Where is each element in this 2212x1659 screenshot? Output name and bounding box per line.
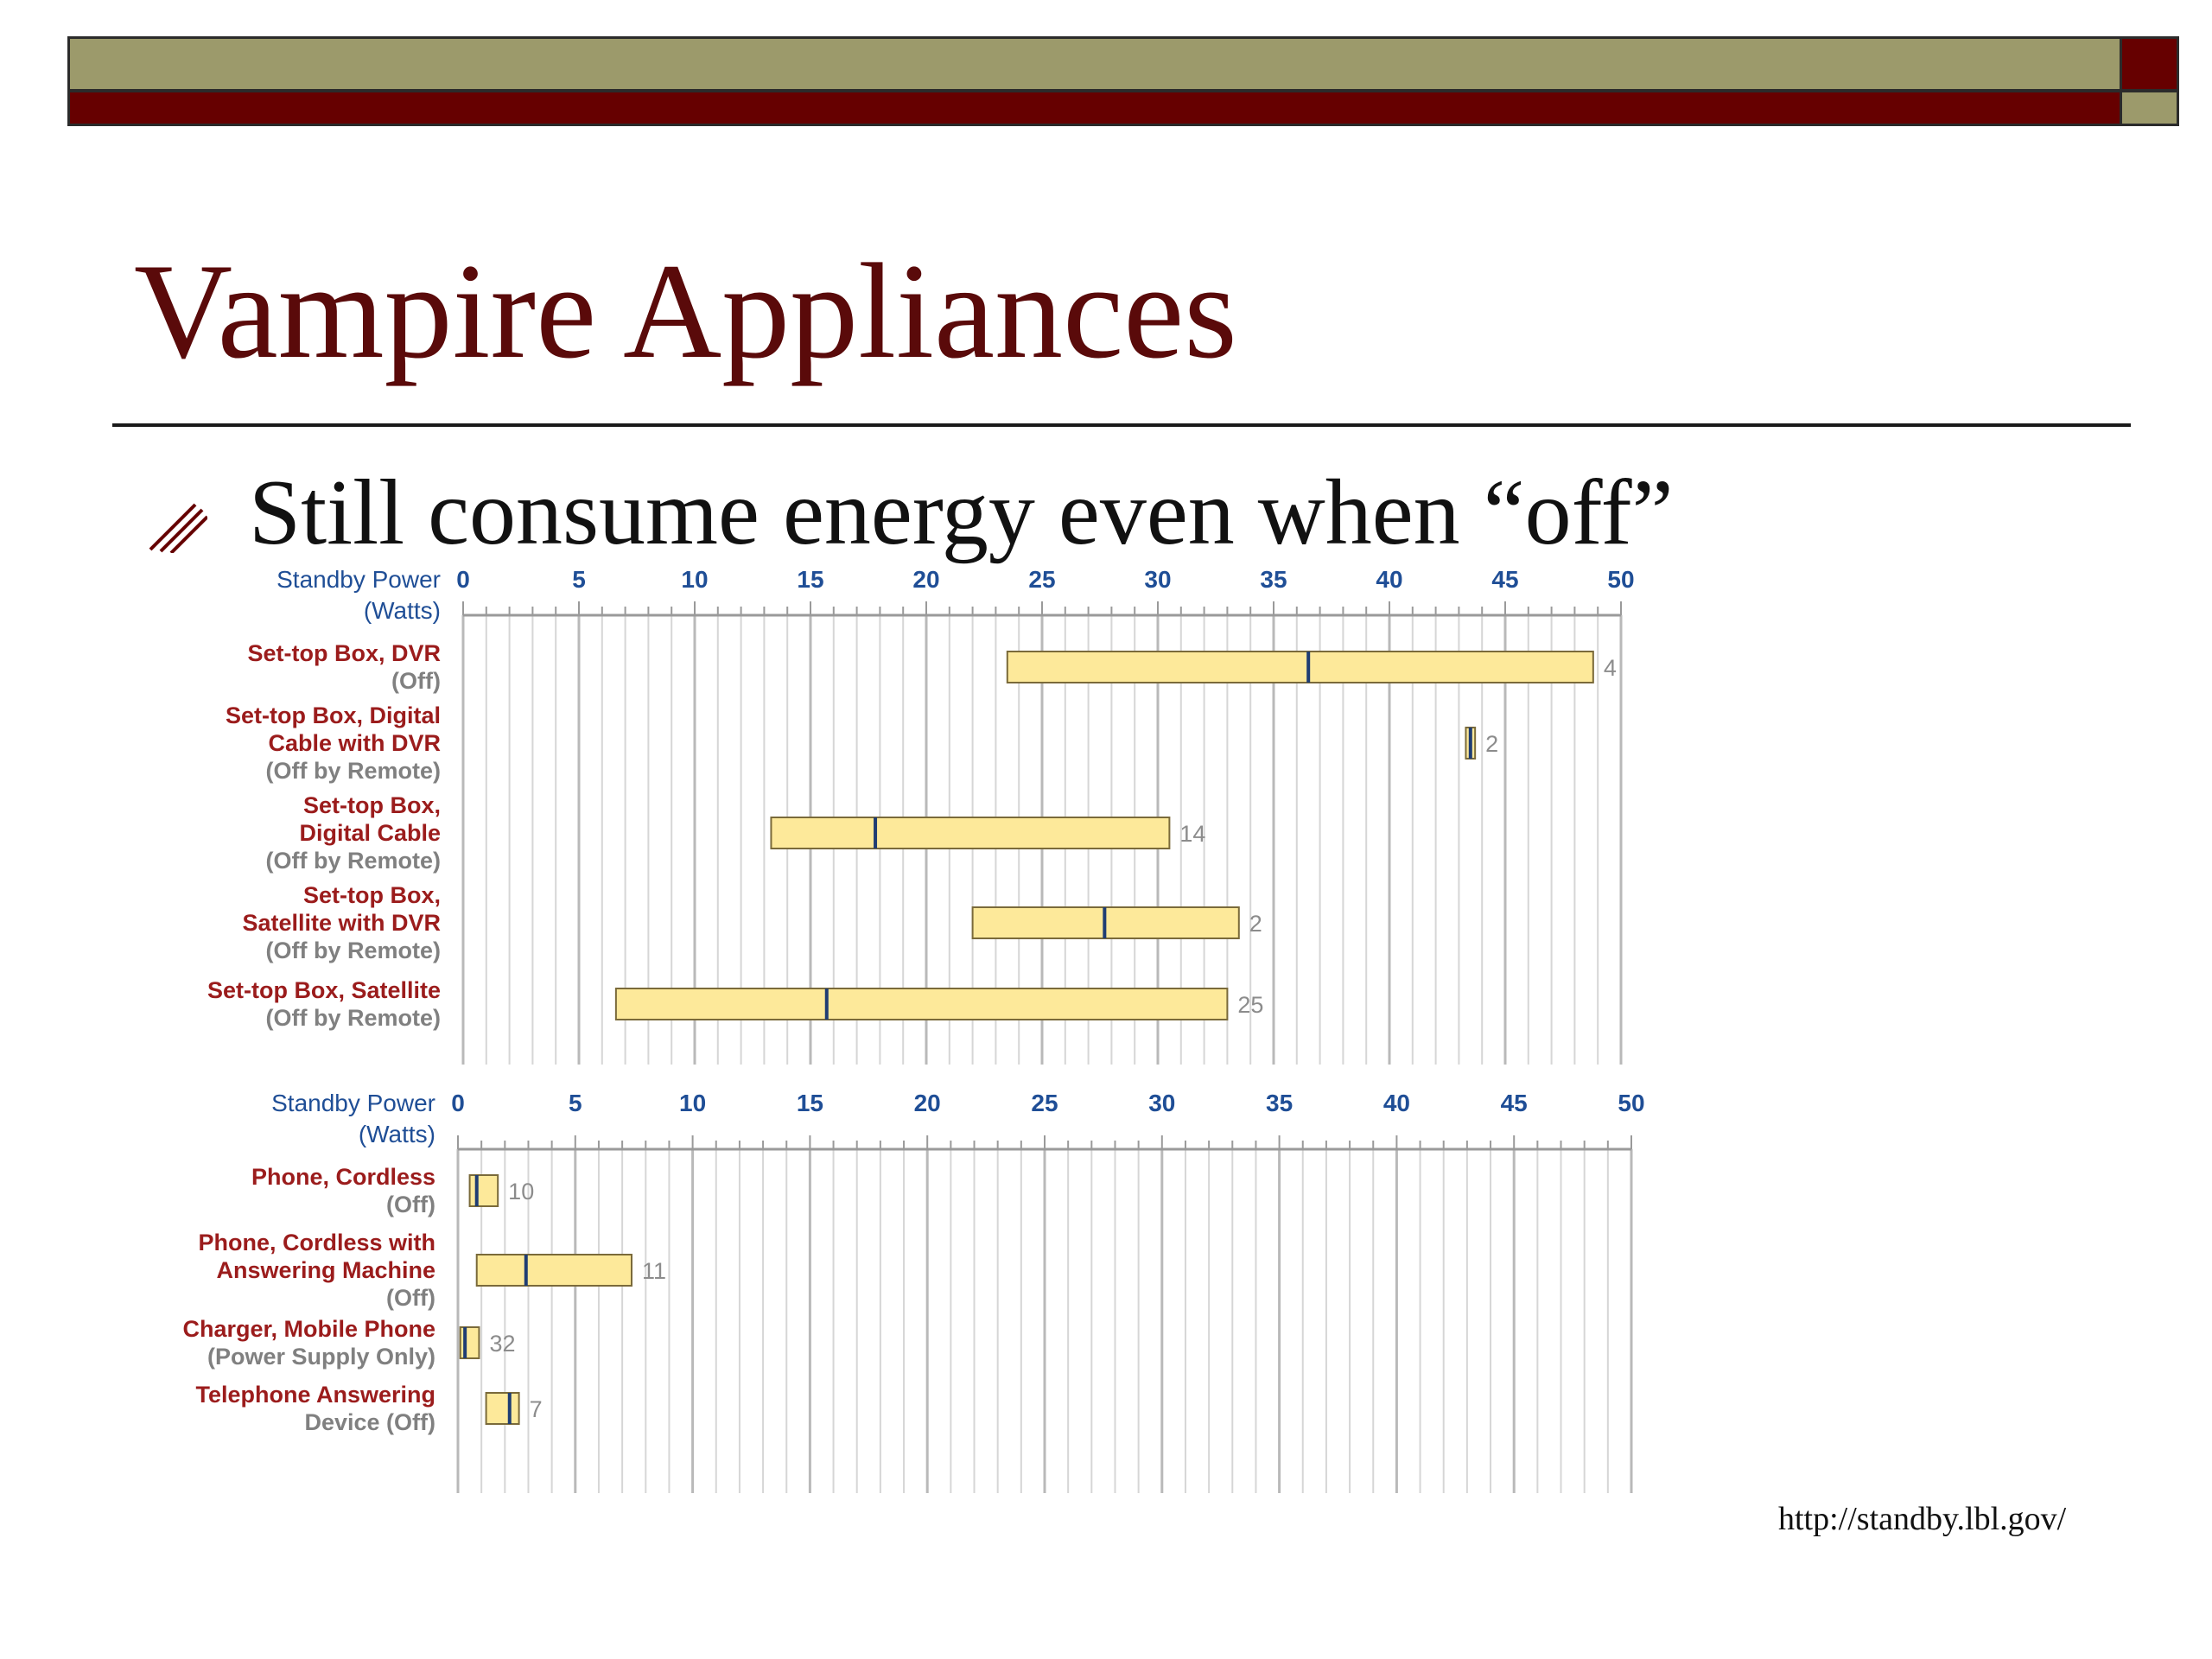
sample-count-label: 4 [1603, 655, 1617, 681]
category-label-line: (Off by Remote) [265, 938, 441, 963]
category-label-line: Telephone Answering [195, 1382, 435, 1408]
axis-label-line: Standby Power [271, 1090, 435, 1116]
category-label-line: Set-top Box, Satellite [207, 977, 441, 1003]
tick-label: 45 [1500, 1090, 1528, 1116]
category-label-line: Phone, Cordless with [198, 1230, 435, 1255]
category-label-line: Digital Cable [299, 820, 441, 846]
category-label-line: Set-top Box, DVR [247, 640, 441, 666]
tick-label: 25 [1031, 1090, 1058, 1116]
tick-label: 20 [912, 566, 940, 593]
bullet-text: Still consume energy even when “off” [249, 461, 1674, 564]
tick-label: 15 [797, 566, 824, 593]
category-label-line: Satellite with DVR [242, 910, 441, 936]
category-label-line: Device (Off) [304, 1409, 435, 1435]
sample-count-label: 25 [1237, 992, 1264, 1018]
slide-title: Vampire Appliances [134, 236, 1237, 387]
category-label-line: Set-top Box, [303, 882, 441, 908]
tick-label: 40 [1376, 566, 1403, 593]
sample-count-label: 14 [1179, 821, 1206, 847]
category-label-line: (Off) [386, 1192, 435, 1217]
tick-label: 35 [1266, 1090, 1294, 1116]
range-bar [477, 1255, 632, 1286]
tick-label: 45 [1491, 566, 1519, 593]
tick-label: 50 [1618, 1090, 1645, 1116]
tick-label: 35 [1260, 566, 1287, 593]
tick-label: 30 [1148, 1090, 1176, 1116]
tick-label: 20 [913, 1090, 941, 1116]
tick-label: 10 [681, 566, 709, 593]
sample-count-label: 2 [1249, 911, 1262, 937]
tick-label: 50 [1607, 566, 1635, 593]
category-label-line: Charger, Mobile Phone [182, 1316, 435, 1342]
tick-label: 30 [1144, 566, 1172, 593]
range-bar [461, 1327, 480, 1358]
category-label-line: Phone, Cordless [251, 1164, 435, 1190]
tick-label: 15 [796, 1090, 823, 1116]
range-bar [486, 1393, 519, 1424]
source-url: http://standby.lbl.gov/ [1778, 1501, 2067, 1537]
tick-label: 5 [569, 1090, 582, 1116]
category-label-line: Answering Machine [216, 1257, 435, 1283]
tick-label: 25 [1028, 566, 1056, 593]
sample-count-label: 2 [1485, 731, 1499, 757]
tick-label: 0 [451, 1090, 465, 1116]
range-bar [1007, 652, 1593, 683]
tick-label: 10 [679, 1090, 707, 1116]
category-label-line: Cable with DVR [268, 730, 441, 756]
sample-count-label: 11 [641, 1258, 667, 1284]
category-label-line: (Off by Remote) [265, 1005, 441, 1031]
category-label-line: (Off by Remote) [265, 758, 441, 784]
category-label-line: (Off by Remote) [265, 848, 441, 874]
axis-label-line: (Watts) [363, 597, 441, 624]
category-label-line: (Off) [386, 1285, 435, 1311]
range-bar [616, 988, 1228, 1020]
sample-count-label: 7 [529, 1396, 543, 1422]
sample-count-label: 32 [489, 1331, 516, 1357]
sample-count-label: 10 [508, 1179, 535, 1205]
category-label-line: Set-top Box, [303, 792, 441, 818]
category-label-line: (Off) [391, 668, 441, 694]
chart-phones [182, 1090, 1644, 1493]
range-bar [470, 1175, 499, 1206]
tick-label: 0 [456, 566, 470, 593]
tick-label: 40 [1382, 1090, 1410, 1116]
range-bar [771, 817, 1169, 849]
chart-set-top-boxes [207, 566, 1635, 1065]
axis-label-line: Standby Power [276, 566, 441, 593]
tick-label: 5 [572, 566, 586, 593]
category-label-line: (Power Supply Only) [207, 1344, 435, 1370]
axis-label-line: (Watts) [358, 1121, 435, 1147]
category-label-line: Set-top Box, Digital [226, 702, 441, 728]
